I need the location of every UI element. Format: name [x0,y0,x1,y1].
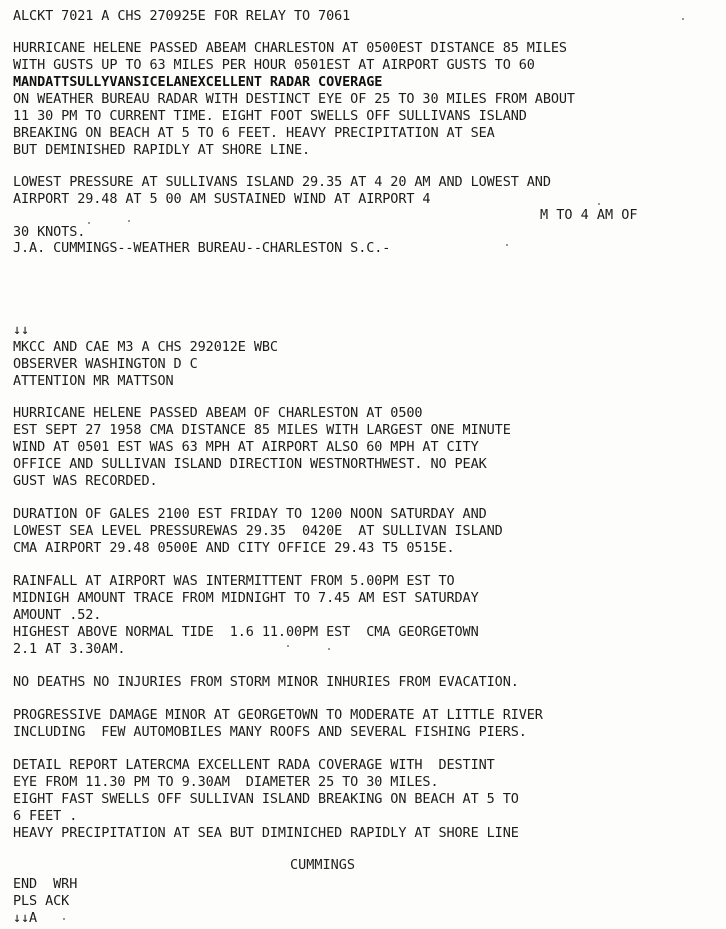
message2-para1-line4: OFFICE AND SULLIVAN ISLAND DIRECTION WESTNORTHWEST. NO PEAK [13,456,487,472]
message2-signature: CUMMINGS [290,857,356,873]
message-separator: ↓↓ [13,322,30,338]
message2-para4: NO DEATHS NO INJURIES FROM STORM MINOR INHURIES FROM EVACATION. [13,674,519,690]
message2-para2-line2: LOWEST SEA LEVEL PRESSUREWAS 29.35 0420E AT SULLIVAN ISLAND [13,523,503,539]
message2-para3-line5: 2.1 AT 3.30AM. [13,641,126,657]
message2-para1-line5: GUST WAS RECORDED. [13,473,158,489]
message1-para1-line3-overstrike: MANDATTSULLYVANSICELANEXCELLENT RADAR COVERAGE [13,74,383,90]
message2-para6-line5: HEAVY PRECIPITATION AT SEA BUT DIMINICHED RAPIDLY AT SHORE LINE [13,825,519,841]
message2-para5-line1: PROGRESSIVE DAMAGE MINOR AT GEORGETOWN TO MODERATE AT LITTLE RIVER [13,707,543,723]
message2-para6-line4: 6 FEET . [13,808,78,824]
message2-para6-line1: DETAIL REPORT LATERCMA EXCELLENT RADA COVERAGE WITH DESTINT [13,757,495,773]
message1-header: ALCKT 7021 A CHS 270925E FOR RELAY TO 7061 [13,8,351,24]
message1-para2-line2: AIRPORT 29.48 AT 5 00 AM SUSTAINED WIND AT AIRPORT 4 [13,191,431,207]
message2-para2-line3: CMA AIRPORT 29.48 0500E AND CITY OFFICE 29.43 T5 0515E. [13,540,455,556]
message2-header-line1: MKCC AND CAE M3 A CHS 292012E WBC [13,339,278,355]
message1-para2-continued: M TO 4 AM OF [540,207,638,223]
message2-para3-line2: MIDNIGH AMOUNT TRACE FROM MIDNIGHT TO 7.45 AM EST SATURDAY [13,590,479,606]
message2-para3-line4: HIGHEST ABOVE NORMAL TIDE 1.6 11.00PM EST CMA GEORGETOWN [13,624,479,640]
message2-para5-line2: INCLUDING FEW AUTOMOBILES MANY ROOFS AND SEVERAL FISHING PIERS. [13,724,527,740]
message2-header-line2: OBSERVER WASHINGTON D C [13,356,198,372]
message1-para2-end: 30 KNOTS. [13,224,86,240]
footer-line2: PLS ACK [13,893,70,909]
ink-speck [598,203,600,205]
ink-speck [63,918,65,920]
message2-header-line3: ATTENTION MR MATTSON [13,373,174,389]
ink-speck [682,18,684,20]
message2-para1-line3: WIND AT 0501 EST WAS 63 MPH AT AIRPORT ALSO 60 MPH AT CITY [13,439,479,455]
ink-speck [128,220,130,222]
footer-line1: END WRH [13,876,78,892]
message1-para1-line4: ON WEATHER BUREAU RADAR WITH DESTINCT EYE OF 25 TO 30 MILES FROM ABOUT [13,91,575,107]
ink-speck [328,648,330,650]
message1-para1-line7: BUT DEMINISHED RAPIDLY AT SHORE LINE. [13,142,311,158]
ink-speck [287,645,289,647]
message2-para3-line1: RAINFALL AT AIRPORT WAS INTERMITTENT FROM 5.00PM EST TO [13,573,455,589]
message1-para1-line5: 11 30 PM TO CURRENT TIME. EIGHT FOOT SWELLS OFF SULLIVANS ISLAND [13,108,527,124]
message2-para6-line3: EIGHT FAST SWELLS OFF SULLIVAN ISLAND BREAKING ON BEACH AT 5 TO [13,791,519,807]
message2-para6-line2: EYE FROM 11.30 PM TO 9.30AM DIAMETER 25 TO 30 MILES. [13,774,439,790]
message1-para1-line1: HURRICANE HELENE PASSED ABEAM CHARLESTON AT 0500EST DISTANCE 85 MILES [13,40,567,56]
ink-speck [88,222,90,224]
message2-para1-line1: HURRICANE HELENE PASSED ABEAM OF CHARLESTON AT 0500 [13,405,423,421]
message2-para2-line1: DURATION OF GALES 2100 EST FRIDAY TO 1200 NOON SATURDAY AND [13,506,487,522]
message1-signature: J.A. CUMMINGS--WEATHER BUREAU--CHARLESTON S.C.- [13,240,391,256]
message1-para1-line6: BREAKING ON BEACH AT 5 TO 6 FEET. HEAVY PRECIPITATION AT SEA [13,125,495,141]
message2-para1-line2: EST SEPT 27 1958 CMA DISTANCE 85 MILES WITH LARGEST ONE MINUTE [13,422,511,438]
ink-speck [506,244,508,246]
footer-line3: ↓↓A [13,910,38,926]
message2-para3-line3: AMOUNT .52. [13,607,102,623]
message1-para2-line1: LOWEST PRESSURE AT SULLIVANS ISLAND 29.35 AT 4 20 AM AND LOWEST AND [13,174,551,190]
message1-para1-line2: WITH GUSTS UP TO 63 MILES PER HOUR 0501EST AT AIRPORT GUSTS TO 60 [13,57,535,73]
